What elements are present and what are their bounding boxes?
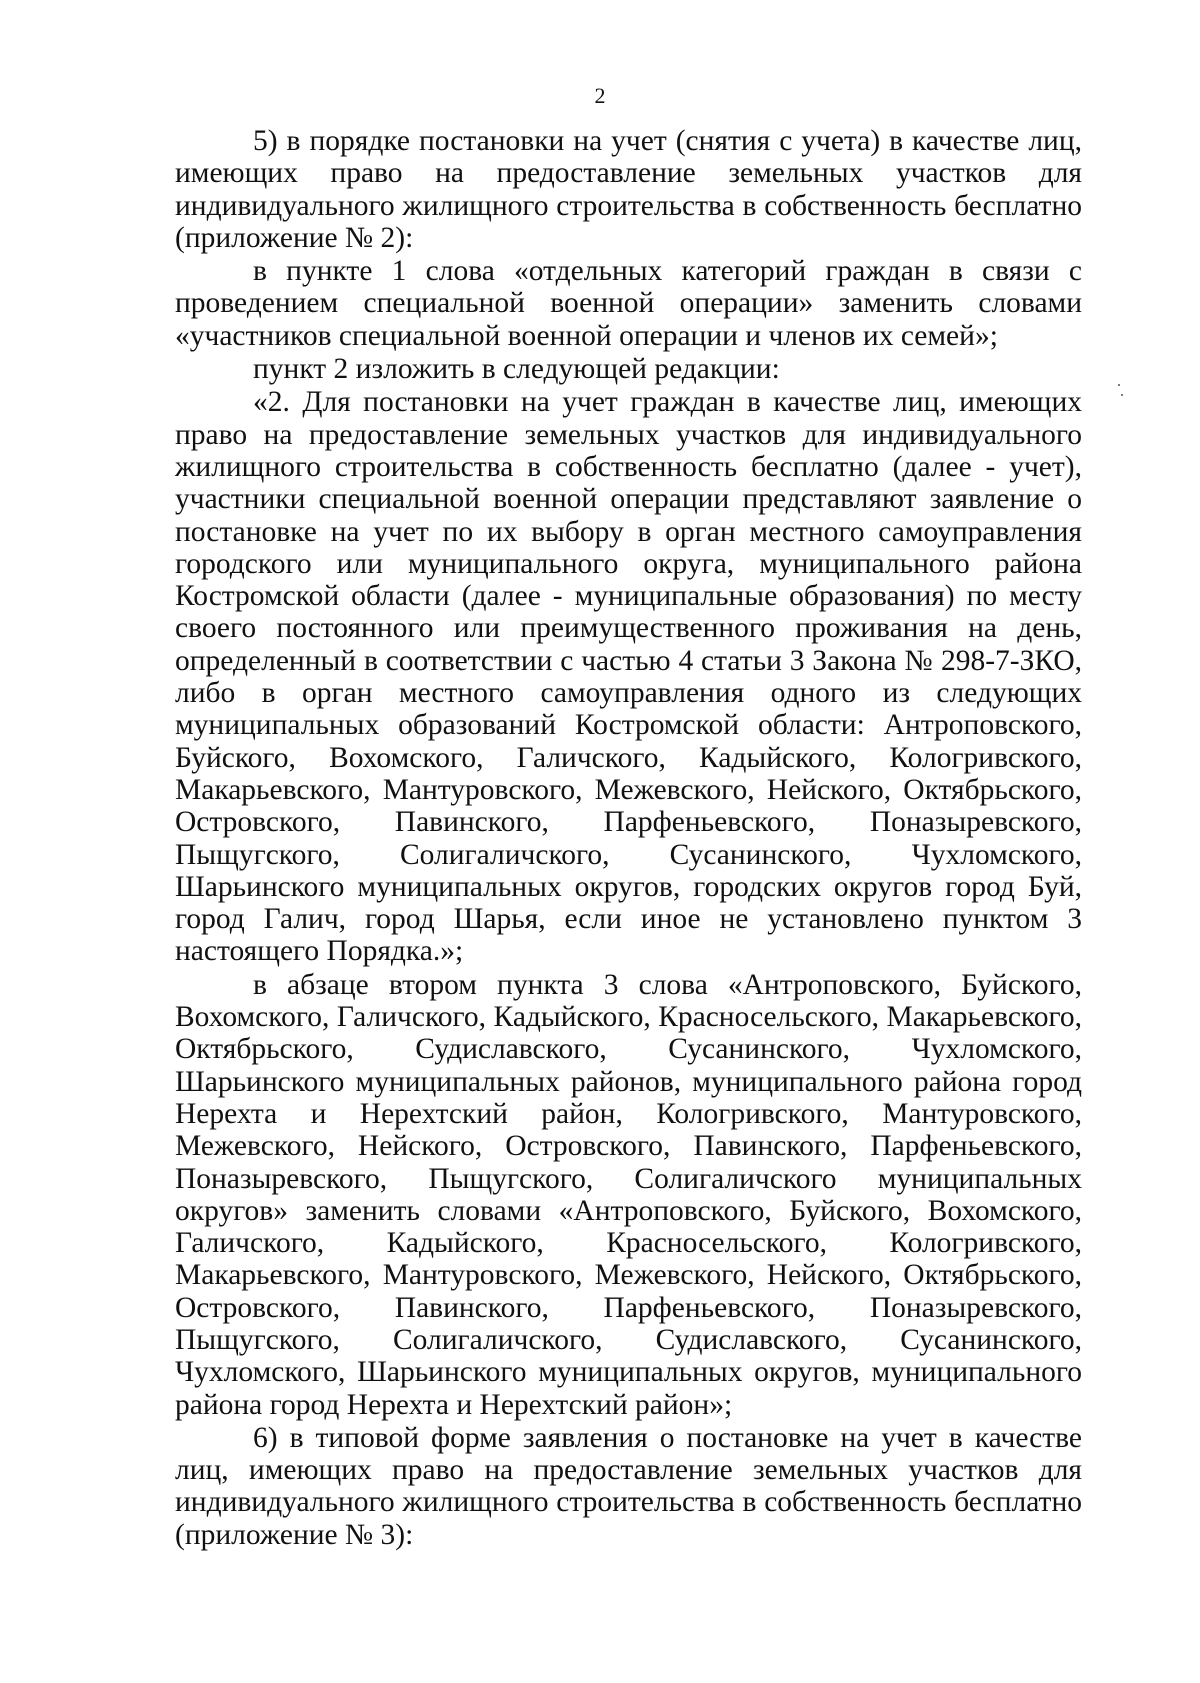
scan-speck xyxy=(1121,394,1123,396)
paragraph-point-3-amendment: в абзаце втором пункта 3 слова «Антроповского, Буйского, Вохомского, Галичского, Кадыйского, Красносельского, Макарьевского, Октябрьского, Судиславского, Сусанинского, Чухломского, Шарьинского муниципальных районов, муниципального района город Нерехта и Нерехтский район, Кологривского, Мантуровского, Межевского, Нейского, Островского, Павинского, Парфеньевского, Поназыревского, Пыщугского, Солигаличского муниципальных округов» заменить словами «Антроповского, Буйского, Вохомского, Галичского, Кадыйского, Красносельского, Кологривского, Макарьевского, Мантуровского, Межевского, Нейского, Октябрьского, Островского, Павинского, Парфеньевского, Поназыревского, Пыщугского, Солигаличского, Судиславского, Сусанинского, Чухломского, Шарьинского муниципальных округов, муниципального района город Нерехта и Нерехтский район»; xyxy=(175,968,1082,1421)
paragraph-item-5: 5) в порядке постановки на учет (снятия с учета) в качестве лиц, имеющих право на предоставление земельных участков для индивидуального жилищного строительства в собственность бесплатно (приложение № 2): xyxy=(175,125,1082,254)
paragraph-point-1-amendment: в пункте 1 слова «отдельных категорий граждан в связи с проведением специальной военной операции» заменить словами «участников специальной военной операции и членов их семей»; xyxy=(175,255,1082,352)
paragraph-point-2-intro: пункт 2 изложить в следующей редакции: xyxy=(253,353,780,386)
paragraph-point-2-new-text: «2. Для постановки на учет граждан в качестве лиц, имеющих право на предоставление земельных участков для индивидуального жилищного строительства в собственность бесплатно (далее - учет), участники специальной военной операции представляют заявление о постановке на учет по их выбору в орган местного самоуправления городского или муниципального округа, муниципального района Костромской области (далее - муниципальные образования) по месту своего постоянного или преимущественного проживания на день, определенный в соответствии с частью 4 статьи 3 Закона № 298-7-ЗКО, либо в орган местного самоуправления одного из следующих муниципальных образований Костромской области: Антроповского, Буйского, Вохомского, Галичского, Кадыйского, Кологривского, Макарьевского, Мантуровского, Межевского, Нейского, Октябрьского, Островского, Павинского, Парфеньевского, Поназыревского, Пыщугского, Солигаличского, Сусанинского, Чухломского, Шарьинского муниципальных округов, городских округов город Буй, город Галич, город Шарья, если иное не установлено пунктом 3 настоящего Порядка.»; xyxy=(175,386,1082,968)
paragraph-item-6: 6) в типовой форме заявления о постановке на учет в качестве лиц, имеющих право на предоставление земельных участков для индивидуального жилищного строительства в собственность бесплатно (приложение № 3): xyxy=(175,1421,1082,1551)
document-body xyxy=(175,125,1082,1551)
page-number: 2 xyxy=(594,83,606,108)
scan-speck xyxy=(1118,384,1120,386)
